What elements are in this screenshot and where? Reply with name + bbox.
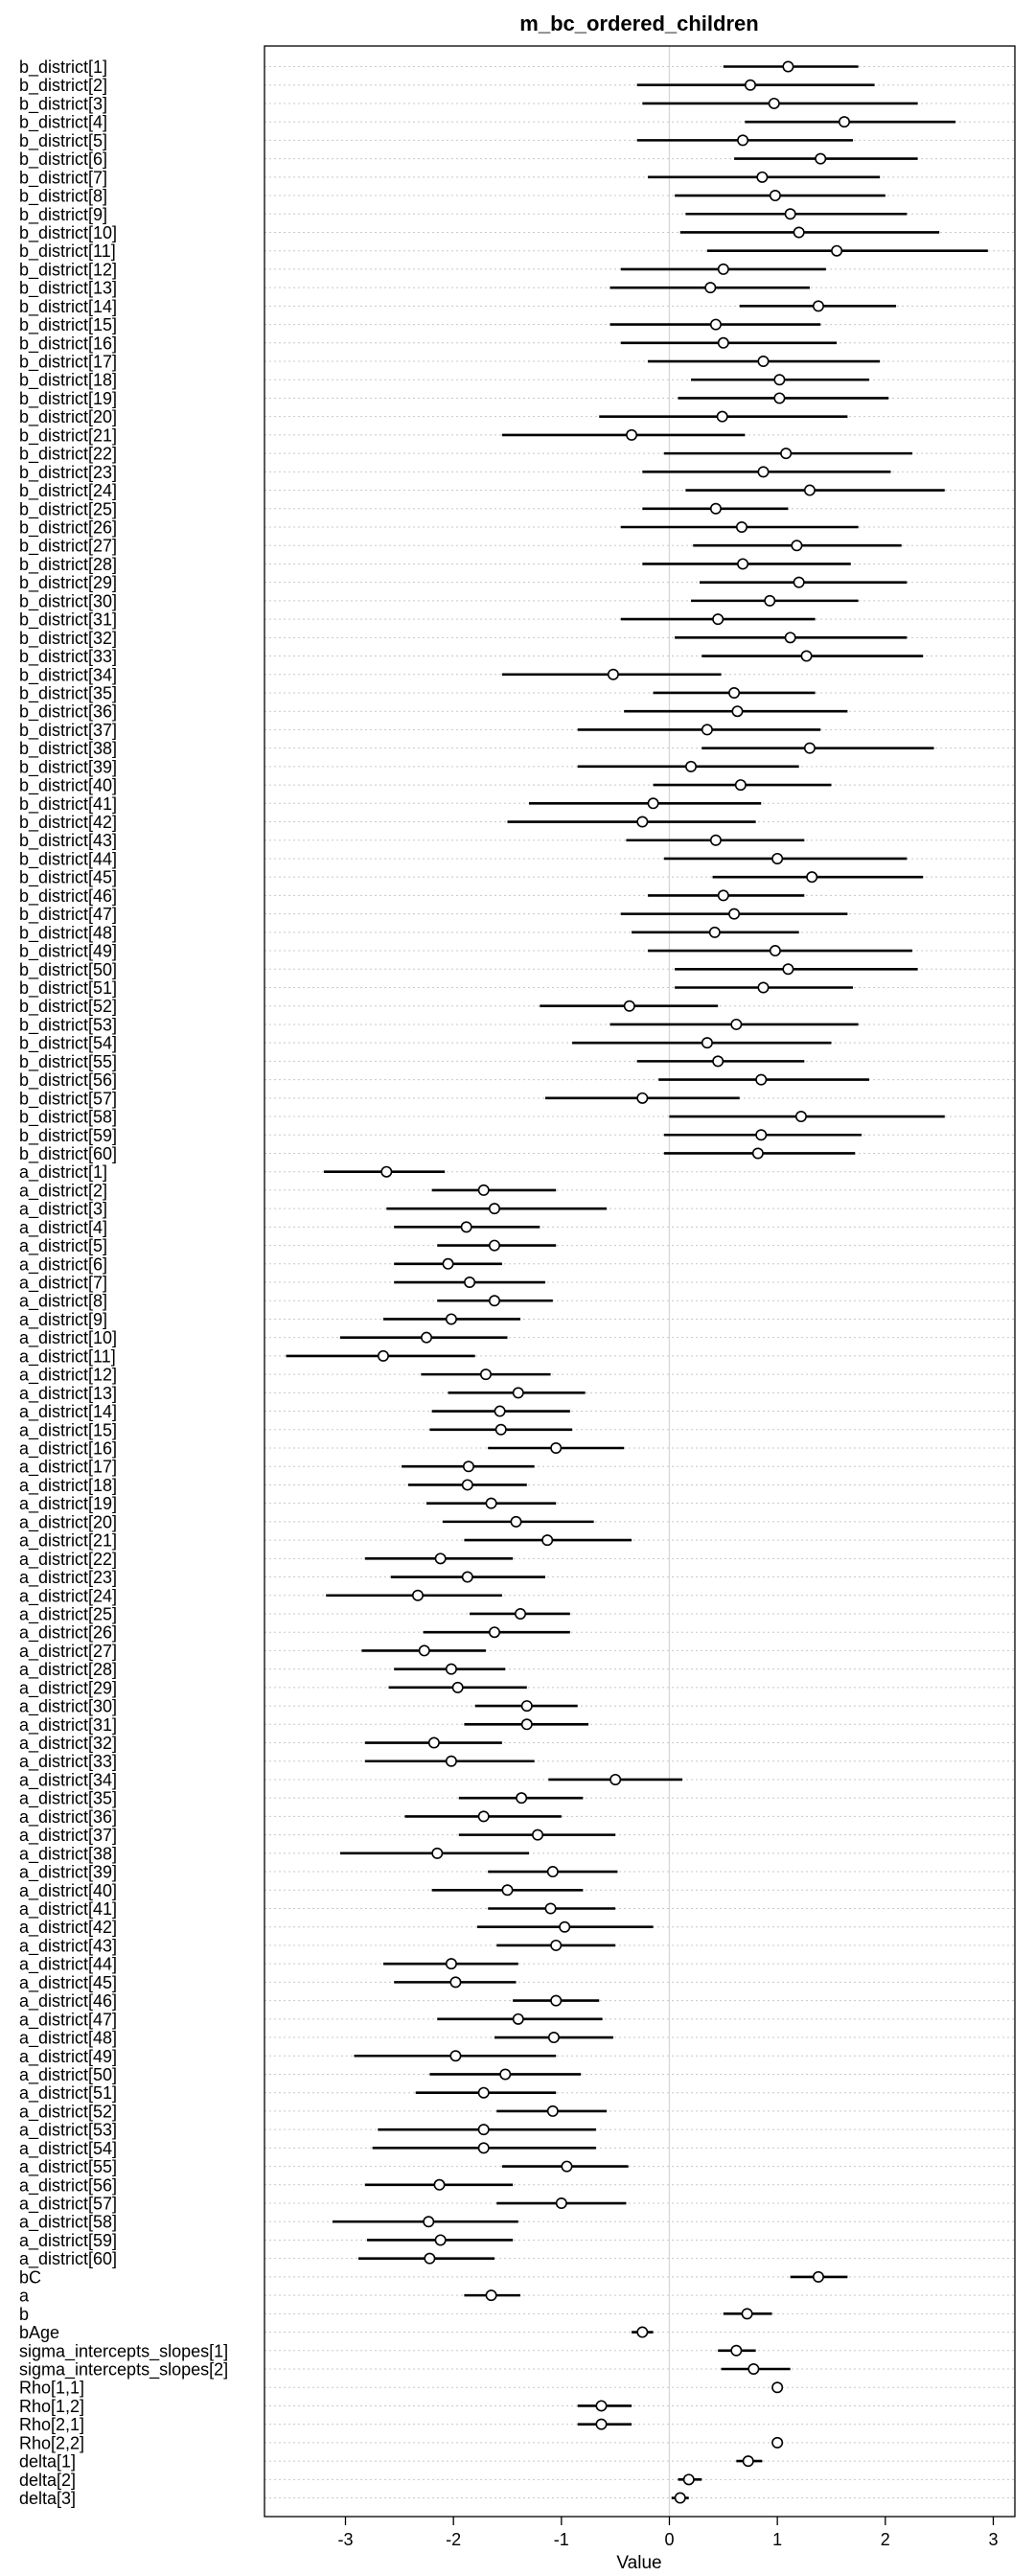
- param-label: b_district[51]: [19, 978, 118, 998]
- mean-point: [486, 1498, 495, 1507]
- mean-point: [494, 1406, 504, 1415]
- x-tick-label: 1: [772, 2530, 783, 2549]
- mean-point: [549, 2033, 559, 2042]
- mean-point: [490, 1204, 499, 1213]
- param-label: b_district[30]: [19, 591, 118, 611]
- param-label: Rho[1,2]: [19, 2396, 85, 2416]
- param-label: a_district[31]: [19, 1714, 118, 1735]
- param-label: b_district[16]: [19, 334, 118, 354]
- param-label: a_district[34]: [19, 1770, 118, 1790]
- mean-point: [479, 2143, 489, 2152]
- param-label: b_district[21]: [19, 426, 118, 446]
- param-label: b_district[49]: [19, 941, 118, 961]
- mean-point: [516, 1609, 525, 1619]
- mean-point: [637, 2327, 647, 2336]
- param-label: b_district[34]: [19, 665, 118, 685]
- mean-point: [551, 1941, 561, 1950]
- mean-point: [713, 614, 723, 624]
- param-label: b_district[15]: [19, 315, 118, 335]
- mean-point: [479, 1185, 489, 1195]
- param-label: a_district[52]: [19, 2102, 118, 2122]
- param-label: b_district[13]: [19, 278, 118, 298]
- param-label: b_district[48]: [19, 923, 118, 943]
- param-label: a_district[19]: [19, 1494, 118, 1514]
- mean-point: [596, 2419, 606, 2428]
- param-label: a_district[21]: [19, 1530, 118, 1551]
- parameter-labels: [19, 58, 228, 2508]
- param-label: Rho[2,2]: [19, 2433, 85, 2453]
- mean-point: [463, 1480, 472, 1489]
- param-label: b_district[54]: [19, 1033, 118, 1053]
- mean-point: [783, 61, 793, 71]
- param-label: a_district[55]: [19, 2157, 118, 2177]
- mean-point: [744, 2456, 753, 2466]
- mean-point: [794, 227, 803, 237]
- param-label: a_district[49]: [19, 2046, 118, 2066]
- param-label: a_district[15]: [19, 1420, 118, 1440]
- param-label: b_district[36]: [19, 702, 118, 722]
- mean-point: [758, 356, 768, 366]
- mean-point: [737, 522, 747, 532]
- mean-point: [379, 1351, 388, 1361]
- mean-point: [805, 485, 815, 494]
- param-label: b_district[33]: [19, 647, 118, 667]
- param-label: a_district[17]: [19, 1457, 118, 1477]
- param-label: a_district[7]: [19, 1273, 108, 1293]
- param-label: a_district[18]: [19, 1475, 118, 1495]
- param-label: b_district[60]: [19, 1143, 118, 1163]
- mean-point: [514, 2014, 523, 2024]
- mean-point: [686, 762, 696, 771]
- param-label: Rho[1,1]: [19, 2378, 85, 2398]
- mean-point: [756, 1130, 766, 1139]
- mean-point: [551, 1443, 561, 1453]
- mean-point: [705, 283, 715, 292]
- param-label: b_district[3]: [19, 94, 108, 114]
- mean-point: [719, 264, 728, 274]
- mean-point: [435, 2235, 445, 2244]
- param-label: b_district[32]: [19, 628, 118, 648]
- mean-point: [758, 467, 768, 476]
- mean-point: [447, 1757, 456, 1766]
- mean-point: [807, 872, 816, 882]
- param-label: a_district[48]: [19, 2028, 118, 2048]
- param-label: b: [19, 2304, 30, 2324]
- mean-point: [429, 1737, 439, 1747]
- param-label: a_district[30]: [19, 1696, 118, 1716]
- interval-lines: [287, 67, 988, 2498]
- mean-point: [609, 670, 618, 679]
- param-label: a_district[23]: [19, 1568, 118, 1588]
- param-label: b_district[4]: [19, 112, 108, 132]
- x-tick-label: -2: [446, 2530, 462, 2549]
- mean-point: [805, 743, 815, 752]
- param-label: b_district[11]: [19, 242, 116, 262]
- param-label: a_district[1]: [19, 1162, 108, 1183]
- param-label: a_district[3]: [19, 1199, 108, 1219]
- mean-point: [702, 724, 712, 734]
- mean-point: [452, 1683, 462, 1692]
- param-label: b_district[35]: [19, 683, 118, 703]
- param-label: b_district[52]: [19, 997, 118, 1017]
- param-label: a_district[22]: [19, 1549, 118, 1569]
- param-label: a_district[13]: [19, 1383, 118, 1403]
- param-label: b_district[9]: [19, 204, 108, 224]
- param-label: b_district[17]: [19, 352, 118, 372]
- param-label: a: [19, 2286, 30, 2306]
- param-label: b_district[20]: [19, 407, 118, 427]
- mean-point: [710, 928, 720, 937]
- param-label: b_district[43]: [19, 831, 118, 851]
- param-label: a_district[60]: [19, 2249, 118, 2269]
- mean-point: [719, 338, 728, 348]
- param-label: b_district[18]: [19, 370, 118, 390]
- param-label: a_district[12]: [19, 1365, 118, 1385]
- param-label: a_district[40]: [19, 1880, 118, 1900]
- mean-point: [490, 1240, 499, 1250]
- mean-point: [447, 1959, 456, 1968]
- mean-point: [772, 2438, 782, 2448]
- param-label: b_district[46]: [19, 886, 118, 906]
- param-label: a_district[45]: [19, 1972, 118, 1992]
- mean-point: [450, 2051, 460, 2060]
- mean-point: [765, 596, 774, 606]
- mean-point: [496, 1425, 506, 1435]
- x-tick-label: -3: [337, 2530, 354, 2549]
- mean-point: [463, 1572, 472, 1581]
- param-label: a_district[57]: [19, 2194, 118, 2214]
- mean-point: [465, 1277, 474, 1287]
- mean-point: [542, 1535, 552, 1545]
- mean-point: [748, 2364, 758, 2374]
- mean-point: [533, 1829, 542, 1839]
- param-label: a_district[4]: [19, 1217, 108, 1237]
- param-label: a_district[46]: [19, 1991, 118, 2012]
- param-label: Rho[2,1]: [19, 2415, 85, 2435]
- param-label: delta[2]: [19, 2470, 77, 2490]
- param-label: b_district[6]: [19, 150, 108, 170]
- param-label: sigma_intercepts_slopes[1]: [19, 2341, 229, 2361]
- mean-point: [738, 135, 748, 145]
- param-label: b_district[50]: [19, 959, 118, 979]
- mean-point: [729, 908, 739, 918]
- mean-point: [596, 2401, 606, 2410]
- param-label: a_district[54]: [19, 2138, 118, 2158]
- param-label: b_district[1]: [19, 58, 108, 77]
- param-label: a_district[29]: [19, 1678, 118, 1698]
- mean-point: [551, 1995, 561, 2005]
- param-label: bAge: [19, 2323, 60, 2343]
- mean-point: [756, 1074, 766, 1084]
- param-label: b_district[22]: [19, 444, 118, 464]
- mean-point: [560, 1922, 569, 1932]
- mean-point: [746, 80, 755, 90]
- mean-point: [479, 1811, 489, 1821]
- mean-point: [517, 1793, 526, 1803]
- param-label: bC: [19, 2267, 42, 2288]
- param-label: a_district[38]: [19, 1844, 118, 1864]
- x-tick-label: 3: [988, 2530, 999, 2549]
- param-label: a_district[53]: [19, 2120, 118, 2140]
- mean-point: [731, 2346, 741, 2356]
- param-label: a_district[35]: [19, 1788, 118, 1808]
- param-label: a_district[27]: [19, 1641, 118, 1661]
- x-tick-label: 0: [664, 2530, 675, 2549]
- mean-point: [479, 2088, 489, 2098]
- param-label: b_district[26]: [19, 518, 118, 538]
- mean-point: [522, 1719, 532, 1729]
- mean-point: [781, 448, 791, 458]
- param-label: a_district[16]: [19, 1438, 118, 1459]
- param-label: b_district[19]: [19, 388, 118, 408]
- mean-point: [514, 1388, 523, 1397]
- param-label: a_district[51]: [19, 2083, 118, 2104]
- mean-point: [774, 393, 784, 402]
- param-label: b_district[37]: [19, 720, 118, 740]
- mean-point: [770, 191, 780, 200]
- mean-point: [610, 1775, 620, 1784]
- param-label: b_district[25]: [19, 499, 118, 519]
- mean-point: [719, 890, 728, 900]
- mean-point: [832, 246, 841, 256]
- param-label: a_district[42]: [19, 1918, 118, 1938]
- param-label: a_district[11]: [19, 1346, 116, 1367]
- mean-point: [420, 1645, 429, 1655]
- mean-point: [648, 798, 657, 808]
- param-label: a_district[59]: [19, 2230, 118, 2250]
- param-label: b_district[28]: [19, 554, 118, 574]
- mean-point: [758, 982, 768, 992]
- mean-point: [742, 2309, 751, 2318]
- mean-point: [381, 1167, 391, 1177]
- param-label: a_district[25]: [19, 1604, 118, 1624]
- mean-point: [435, 1553, 445, 1563]
- mean-point: [794, 577, 803, 586]
- mean-point: [770, 946, 780, 955]
- param-label: b_district[8]: [19, 186, 108, 206]
- mean-point: [461, 1222, 471, 1231]
- mean-point: [522, 1701, 532, 1711]
- param-label: a_district[20]: [19, 1512, 118, 1532]
- param-label: b_district[2]: [19, 76, 108, 96]
- mean-point: [676, 2493, 685, 2502]
- mean-point: [447, 1314, 456, 1323]
- mean-point: [814, 2272, 823, 2282]
- param-label: a_district[41]: [19, 1899, 118, 1919]
- param-label: a_district[5]: [19, 1236, 108, 1256]
- row-gridlines: [264, 67, 1015, 2498]
- mean-point: [731, 1020, 741, 1029]
- mean-point: [757, 172, 767, 182]
- mean-point: [785, 209, 794, 218]
- param-label: delta[3]: [19, 2489, 77, 2509]
- mean-point: [434, 2180, 444, 2190]
- param-label: b_district[53]: [19, 1015, 118, 1035]
- mean-point: [511, 1517, 520, 1527]
- mean-point: [753, 1148, 763, 1158]
- mean-point: [796, 1112, 806, 1121]
- param-label: a_district[6]: [19, 1254, 108, 1275]
- mean-point: [502, 1885, 512, 1895]
- mean-point: [801, 651, 811, 660]
- mean-point: [432, 1849, 442, 1858]
- param-label: b_district[40]: [19, 775, 118, 795]
- mean-point: [422, 1332, 431, 1342]
- param-label: delta[1]: [19, 2451, 77, 2472]
- param-label: a_district[26]: [19, 1622, 118, 1643]
- mean-point: [717, 411, 726, 421]
- param-label: b_district[42]: [19, 813, 118, 833]
- param-label: b_district[12]: [19, 260, 118, 280]
- mean-point: [792, 540, 801, 550]
- param-label: b_district[41]: [19, 794, 118, 814]
- mean-point: [711, 319, 721, 329]
- param-label: b_district[55]: [19, 1051, 118, 1071]
- param-label: b_district[57]: [19, 1089, 118, 1109]
- mean-point: [774, 375, 784, 384]
- param-label: a_district[2]: [19, 1181, 108, 1201]
- mean-point: [738, 559, 748, 568]
- mean-point: [545, 1903, 555, 1913]
- param-label: a_district[28]: [19, 1660, 118, 1680]
- param-label: a_district[58]: [19, 2212, 118, 2232]
- x-tick-label: 2: [880, 2530, 890, 2549]
- param-label: b_district[38]: [19, 739, 118, 759]
- mean-point: [785, 632, 794, 642]
- mean-point: [637, 1093, 647, 1103]
- mean-point: [557, 2198, 566, 2208]
- mean-point: [447, 1664, 456, 1673]
- param-label: b_district[14]: [19, 296, 118, 316]
- param-label: a_district[33]: [19, 1752, 118, 1772]
- mean-point: [625, 1001, 634, 1011]
- mean-point: [548, 2106, 558, 2116]
- mean-point: [732, 706, 742, 716]
- mean-point: [627, 430, 636, 440]
- mean-point: [450, 1977, 460, 1987]
- x-axis-title: Value: [616, 2553, 662, 2573]
- mean-point: [729, 688, 739, 698]
- param-label: a_district[36]: [19, 1806, 118, 1827]
- mean-point: [490, 1296, 499, 1305]
- param-label: a_district[10]: [19, 1328, 118, 1348]
- param-label: b_district[5]: [19, 130, 108, 150]
- param-label: a_district[14]: [19, 1402, 118, 1422]
- mean-point: [464, 1461, 473, 1471]
- param-label: b_district[29]: [19, 573, 118, 593]
- mean-point: [713, 1056, 723, 1066]
- param-label: b_district[39]: [19, 757, 118, 777]
- param-label: a_district[43]: [19, 1936, 118, 1956]
- param-label: b_district[47]: [19, 905, 118, 925]
- param-label: sigma_intercepts_slopes[2]: [19, 2359, 229, 2380]
- param-label: a_district[37]: [19, 1826, 118, 1846]
- param-label: b_district[23]: [19, 462, 118, 482]
- param-label: b_district[24]: [19, 481, 118, 501]
- mean-point: [684, 2474, 694, 2484]
- param-label: b_district[31]: [19, 610, 118, 630]
- param-label: b_district[59]: [19, 1125, 118, 1145]
- mean-point: [500, 2069, 510, 2079]
- mean-point: [711, 836, 721, 845]
- mean-point: [772, 854, 782, 863]
- mean-point: [711, 504, 721, 514]
- param-label: a_district[50]: [19, 2064, 118, 2084]
- mean-point: [562, 2161, 571, 2171]
- param-label: b_district[10]: [19, 222, 118, 242]
- mean-point: [481, 1369, 491, 1379]
- param-label: b_district[45]: [19, 867, 118, 887]
- param-label: a_district[39]: [19, 1862, 118, 1882]
- param-label: b_district[56]: [19, 1070, 118, 1091]
- chart-title: m_bc_ordered_children: [519, 12, 759, 35]
- param-label: b_district[58]: [19, 1107, 118, 1127]
- param-label: a_district[32]: [19, 1734, 118, 1754]
- param-label: b_district[44]: [19, 849, 118, 869]
- mean-point: [772, 2382, 782, 2392]
- mean-point: [486, 2290, 495, 2300]
- mean-point: [637, 816, 647, 826]
- param-label: a_district[44]: [19, 1954, 118, 1974]
- param-label: a_district[24]: [19, 1586, 118, 1606]
- param-label: b_district[27]: [19, 536, 118, 556]
- param-label: a_district[8]: [19, 1291, 108, 1311]
- param-label: a_district[9]: [19, 1309, 108, 1329]
- x-axis: [337, 2517, 998, 2549]
- mean-point: [413, 1591, 423, 1600]
- mean-point: [443, 1259, 452, 1269]
- mean-point: [736, 780, 746, 790]
- x-tick-label: -1: [553, 2530, 569, 2549]
- mean-point: [548, 1867, 558, 1876]
- mean-point: [424, 2217, 433, 2226]
- mean-point: [702, 1038, 712, 1047]
- mean-point: [479, 2125, 489, 2134]
- mean-point: [816, 153, 825, 163]
- param-label: b_district[7]: [19, 168, 108, 188]
- mean-point: [814, 301, 823, 310]
- mean-point: [425, 2253, 434, 2263]
- mean-point: [490, 1627, 499, 1637]
- mean-point: [783, 964, 793, 974]
- mean-point: [840, 117, 849, 126]
- mean-point: [770, 99, 779, 108]
- param-label: a_district[56]: [19, 2175, 118, 2196]
- param-label: a_district[47]: [19, 2010, 118, 2030]
